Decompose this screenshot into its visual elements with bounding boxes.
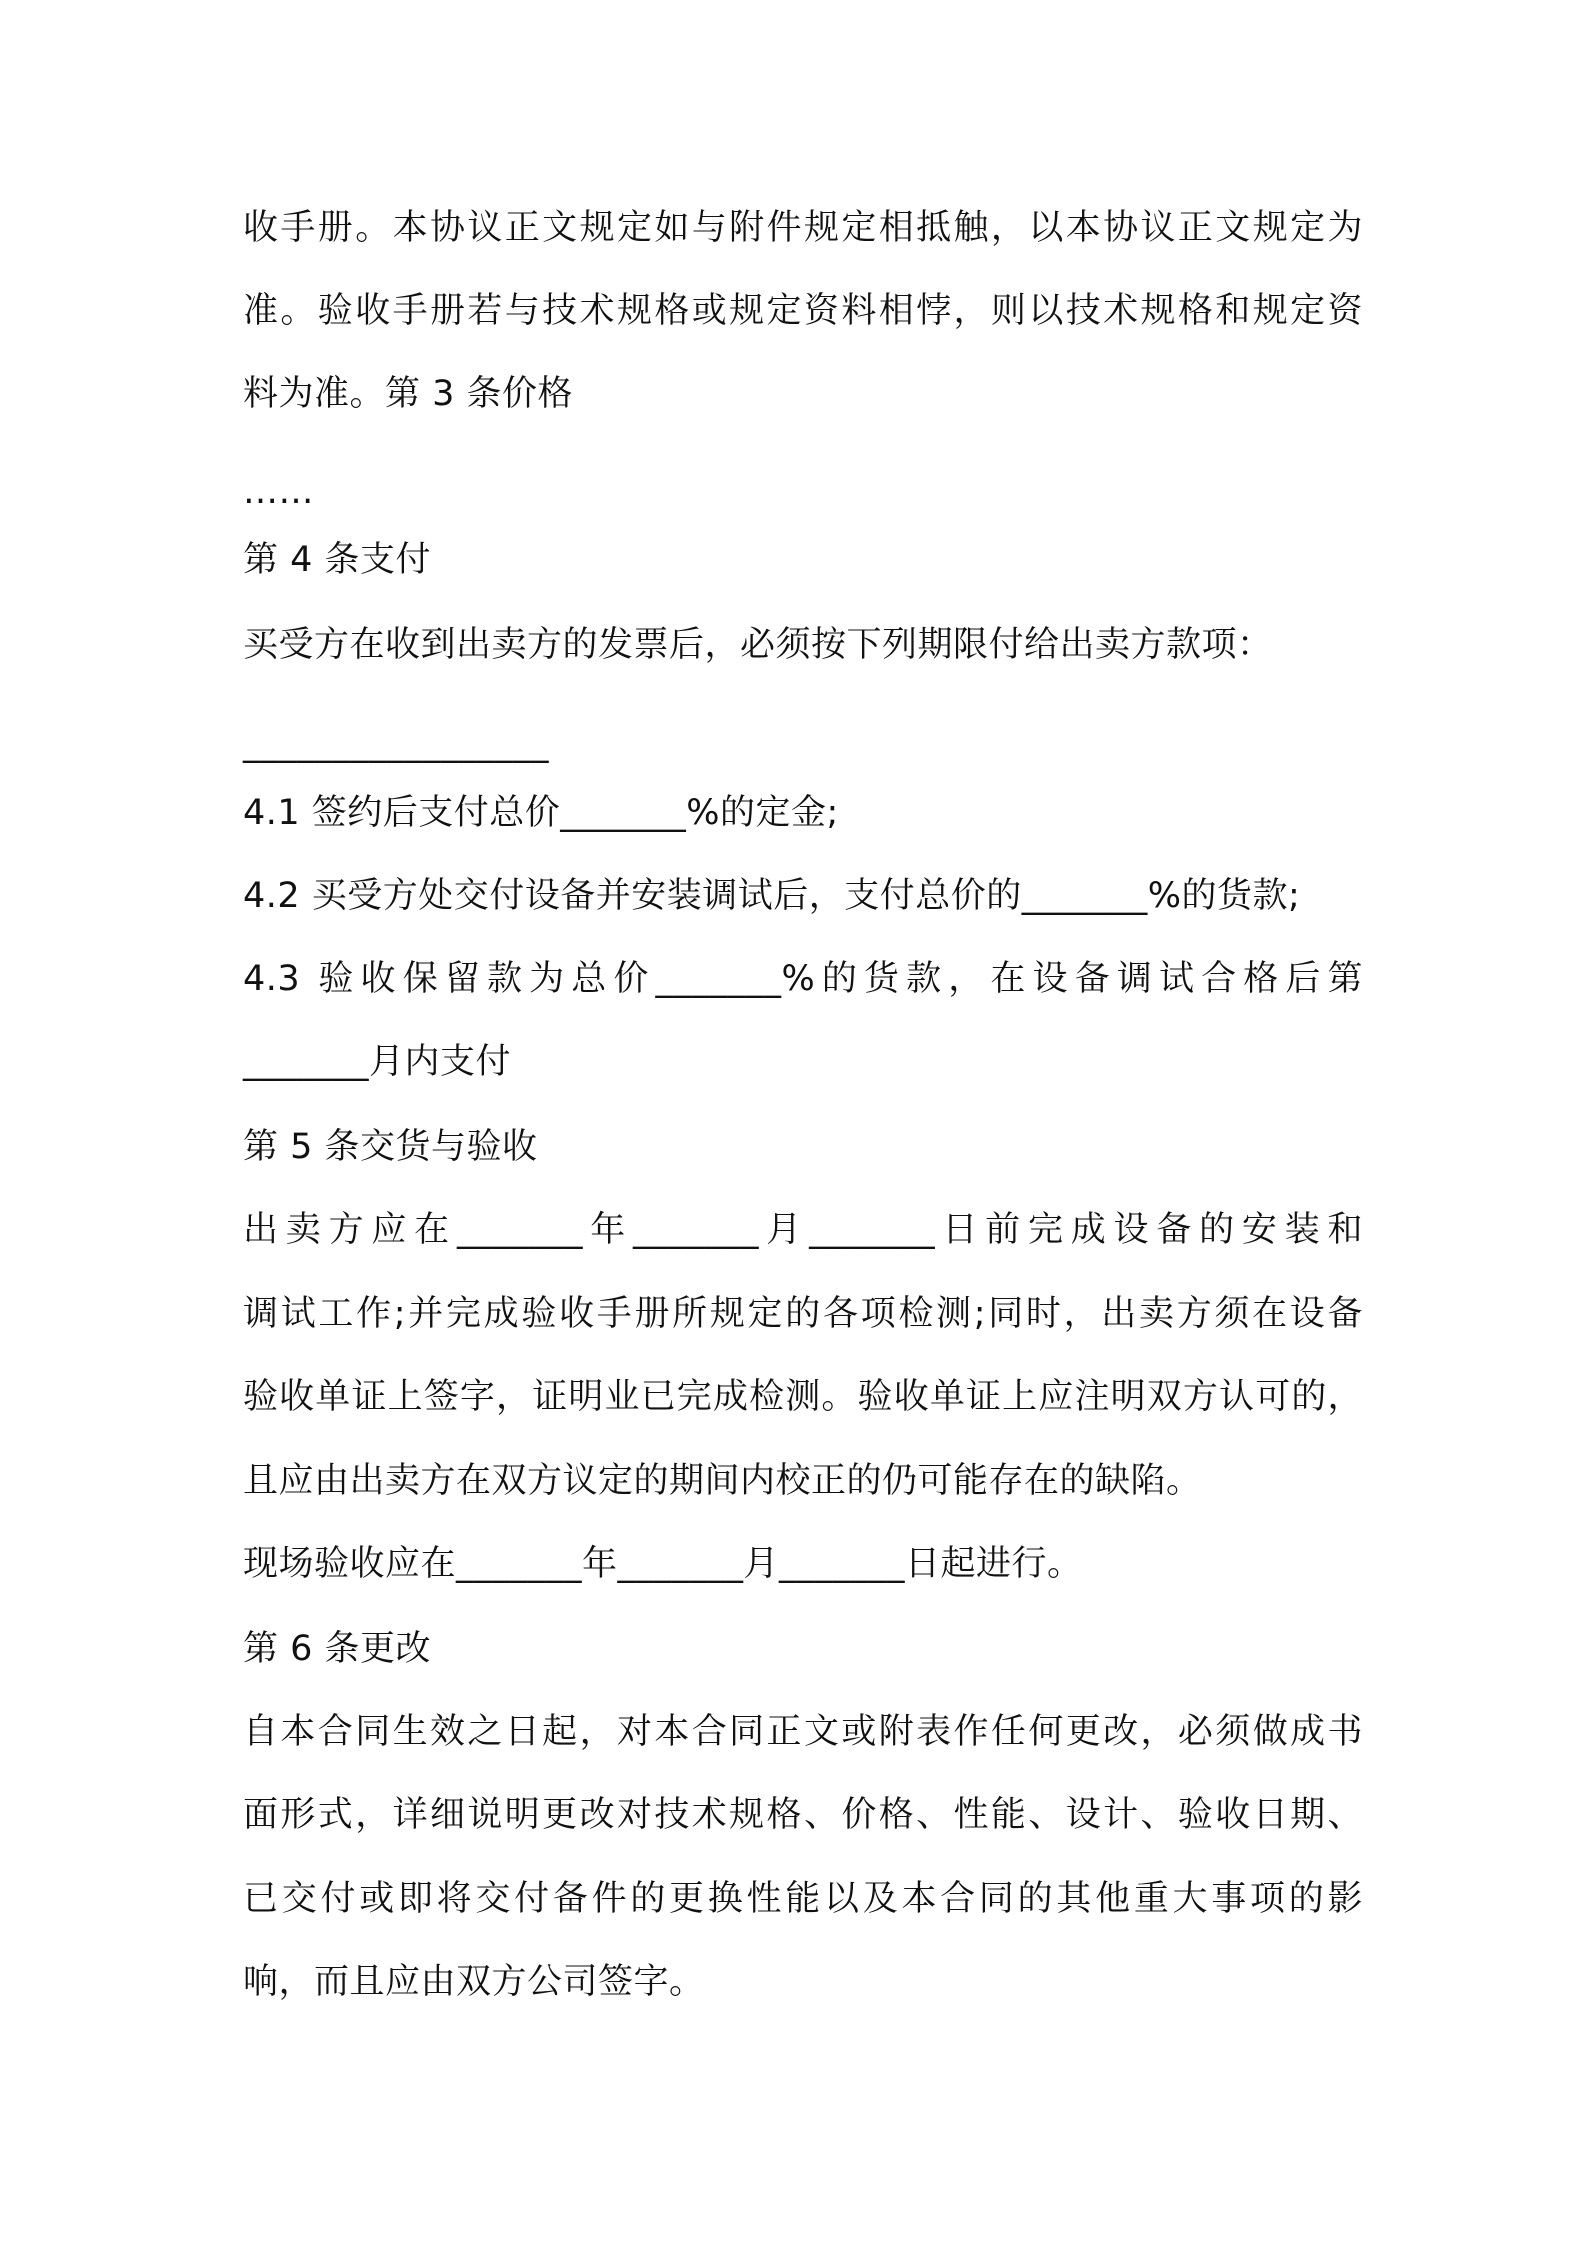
paragraph-line: 自本合同生效之日起，对本合同正文或附表作任何更改，必须做成书 xyxy=(243,1712,1363,1752)
paragraph-line: 响，而且应由双方公司签字。 xyxy=(243,1962,705,2002)
clause-4-3: 4.3 验收保留款为总价_______%的货款，在设备调试合格后第 xyxy=(243,959,1363,999)
paragraph-line: 料为准。第 3 条价格 xyxy=(243,374,574,414)
paragraph-line: 准。验收手册若与技术规格或规定资料相悖，则以技术规格和规定资 xyxy=(243,291,1363,331)
ellipsis-line: …… xyxy=(243,472,314,512)
clause-4-3-cont: _______月内支付 xyxy=(243,1042,512,1082)
clause-4-1: 4.1 签约后支付总价_______%的定金; xyxy=(243,793,839,833)
blank-fill-line: _________________ xyxy=(243,724,549,764)
section-heading-4: 第 4 条支付 xyxy=(243,540,432,580)
section-heading-5: 第 5 条交货与验收 xyxy=(243,1127,538,1167)
paragraph-line: 面形式，详细说明更改对技术规格、价格、性能、设计、验收日期、 xyxy=(243,1795,1363,1835)
paragraph-line: 调试工作;并完成验收手册所规定的各项检测;同时，出卖方须在设备 xyxy=(243,1294,1363,1334)
paragraph-line: 出卖方应在_______年_______月_______日前完成设备的安装和 xyxy=(243,1210,1363,1250)
section-heading-6: 第 6 条更改 xyxy=(243,1629,432,1669)
paragraph-line: 收手册。本协议正文规定如与附件规定相抵触，以本协议正文规定为 xyxy=(243,208,1363,248)
clause-4-2: 4.2 买受方处交付设备并安装调试后，支付总价的_______%的货款; xyxy=(243,876,1301,916)
paragraph-line: 现场验收应在_______年_______月_______日起进行。 xyxy=(243,1544,1083,1584)
paragraph-line: 验收单证上签字，证明业已完成检测。验收单证上应注明双方认可的， xyxy=(243,1377,1363,1417)
paragraph-line: 已交付或即将交付备件的更换性能以及本合同的其他重大事项的影 xyxy=(243,1879,1363,1919)
paragraph-line: 且应由出卖方在双方议定的期间内校正的仍可能存在的缺陷。 xyxy=(243,1461,1202,1501)
paragraph-line: 买受方在收到出卖方的发票后，必须按下列期限付给出卖方款项： xyxy=(243,625,1273,665)
